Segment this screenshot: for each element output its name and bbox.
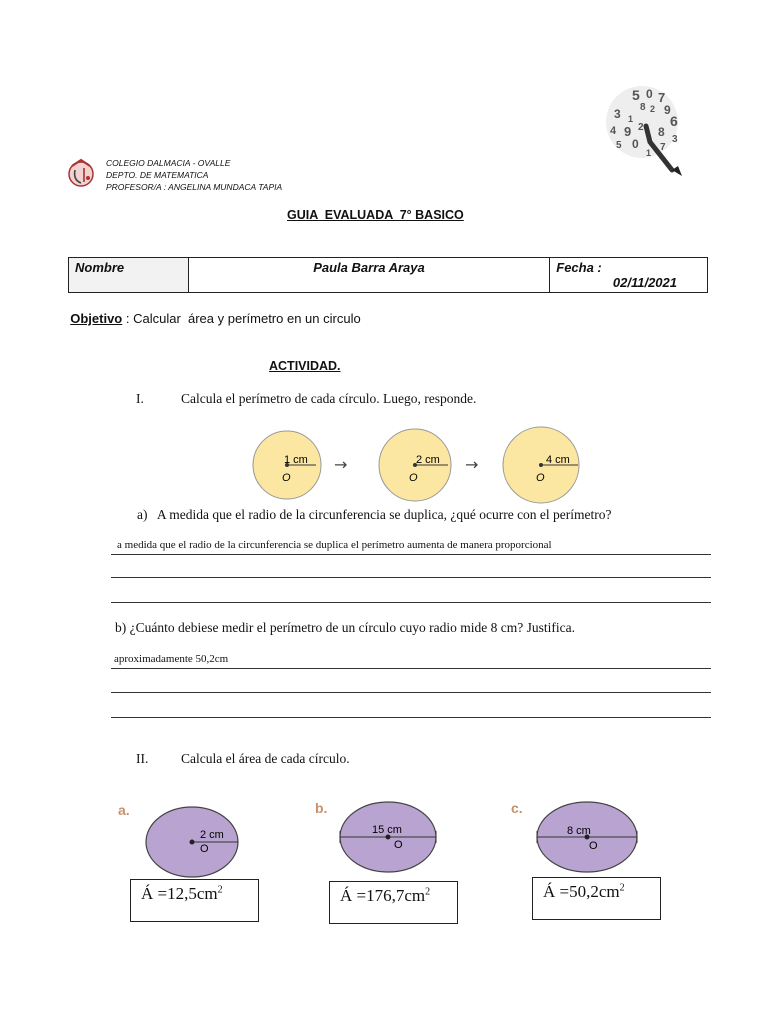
section-1-numeral: I. — [136, 391, 144, 406]
answer-line — [111, 692, 711, 693]
answer-line — [111, 717, 711, 718]
activity-title: ACTIVIDAD. — [269, 359, 341, 373]
question-b: b) ¿Cuánto debiese medir el perímetro de un círculo cuyo radio mide 8 cm? Justifica. — [115, 620, 575, 635]
school-logo — [64, 156, 98, 190]
school-header — [106, 157, 282, 193]
item-b-unit-exponent: 2 — [425, 886, 431, 898]
answer-line — [111, 554, 711, 555]
item-c-center: O — [589, 840, 598, 852]
circle-2-center: O — [409, 472, 418, 484]
teacher: PROFESOR/A : ANGELINA MUNDACA TAPIA — [106, 182, 283, 192]
section-2-numeral: II. — [136, 751, 149, 766]
tree-digit: 5 — [616, 140, 622, 151]
tree-digit: 9 — [664, 103, 671, 117]
item-c-unit-exponent: 2 — [619, 882, 625, 894]
item-c-answer-box — [532, 877, 661, 920]
item-a-unit-exponent: 2 — [217, 884, 223, 896]
tree-digit: 0 — [632, 137, 639, 151]
perimeter-circles-figure — [250, 425, 585, 505]
student-info-table — [68, 257, 708, 293]
tree-digit: 6 — [670, 113, 678, 129]
department: DEPTO. DE MATEMATICA — [106, 170, 209, 180]
name-label: Nombre — [69, 258, 189, 293]
area-circle-c — [533, 800, 641, 876]
answer-line — [111, 668, 711, 669]
tree-digit: 7 — [658, 90, 666, 105]
item-b-label: b. — [315, 800, 328, 816]
number-tree-image — [602, 82, 694, 178]
answer-b: aproximadamente 50,2cm — [114, 653, 229, 665]
question-a: a) A medida que el radio de la circunferencia se duplica, ¿qué ocurre con el perímetro? — [137, 507, 612, 522]
answer-line — [111, 602, 711, 603]
item-b-answer-box — [329, 881, 458, 924]
arrow-icon: → — [334, 455, 348, 474]
tree-digit: 7 — [660, 142, 666, 153]
answer-a: a medida que el radio de la circunferencia se duplica el perímetro aumenta de manera proporcional — [117, 539, 552, 551]
circle-1-center: O — [282, 472, 291, 484]
item-c-measure: 8 cm — [567, 825, 591, 837]
date-cell — [550, 258, 708, 293]
circle-2-radius: 2 cm — [416, 454, 440, 466]
tree-digit: 9 — [624, 124, 632, 139]
item-a-answer-box — [130, 879, 259, 922]
tree-digit: 1 — [628, 114, 634, 124]
item-a-label: a. — [118, 802, 130, 818]
tree-digit: 8 — [658, 125, 665, 139]
circle-1-radius: 1 cm — [284, 454, 308, 466]
item-a-center: O — [200, 843, 209, 855]
tree-digit: 0 — [646, 87, 653, 101]
answer-line — [111, 577, 711, 578]
tree-digit: 4 — [610, 125, 617, 137]
circle-3-radius: 4 cm — [546, 454, 570, 466]
tree-digit: 2 — [638, 122, 644, 133]
date-value: 02/11/2021 — [612, 275, 677, 290]
arrow-icon: → — [465, 455, 479, 474]
tree-digit: 3 — [672, 134, 678, 145]
item-b-answer: Á =176,7cm — [340, 886, 426, 905]
item-a-answer: Á =12,5cm — [141, 884, 218, 903]
item-b-measure: 15 cm — [372, 824, 402, 836]
objective-text: : Calcular área y perímetro en un circulo — [122, 311, 361, 326]
tree-digit: 1 — [646, 148, 652, 158]
name-value: Paula Barra Araya — [188, 258, 550, 293]
item-b-center: O — [394, 839, 403, 851]
tree-digit: 5 — [632, 87, 640, 103]
page-title: GUIA EVALUADA 7° BASICO — [287, 208, 464, 222]
tree-digit: 3 — [614, 107, 621, 121]
date-label: Fecha : — [556, 260, 602, 275]
tree-digit: 2 — [650, 104, 656, 114]
tree-digit: 8 — [640, 102, 646, 113]
section-1-instruction: Calcula el perímetro de cada círculo. Luego, responde. — [181, 391, 477, 406]
area-circle-b — [336, 800, 440, 876]
school-name: COLEGIO DALMACIA - OVALLE — [106, 158, 231, 168]
area-circle-a — [144, 805, 244, 881]
objective — [63, 296, 361, 326]
item-a-measure: 2 cm — [200, 829, 224, 841]
circle-3-center: O — [536, 472, 545, 484]
item-c-answer: Á =50,2cm — [543, 882, 620, 901]
item-c-label: c. — [511, 800, 523, 816]
section-2-instruction: Calcula el área de cada círculo. — [181, 751, 350, 766]
objective-label: Objetivo — [70, 311, 123, 326]
